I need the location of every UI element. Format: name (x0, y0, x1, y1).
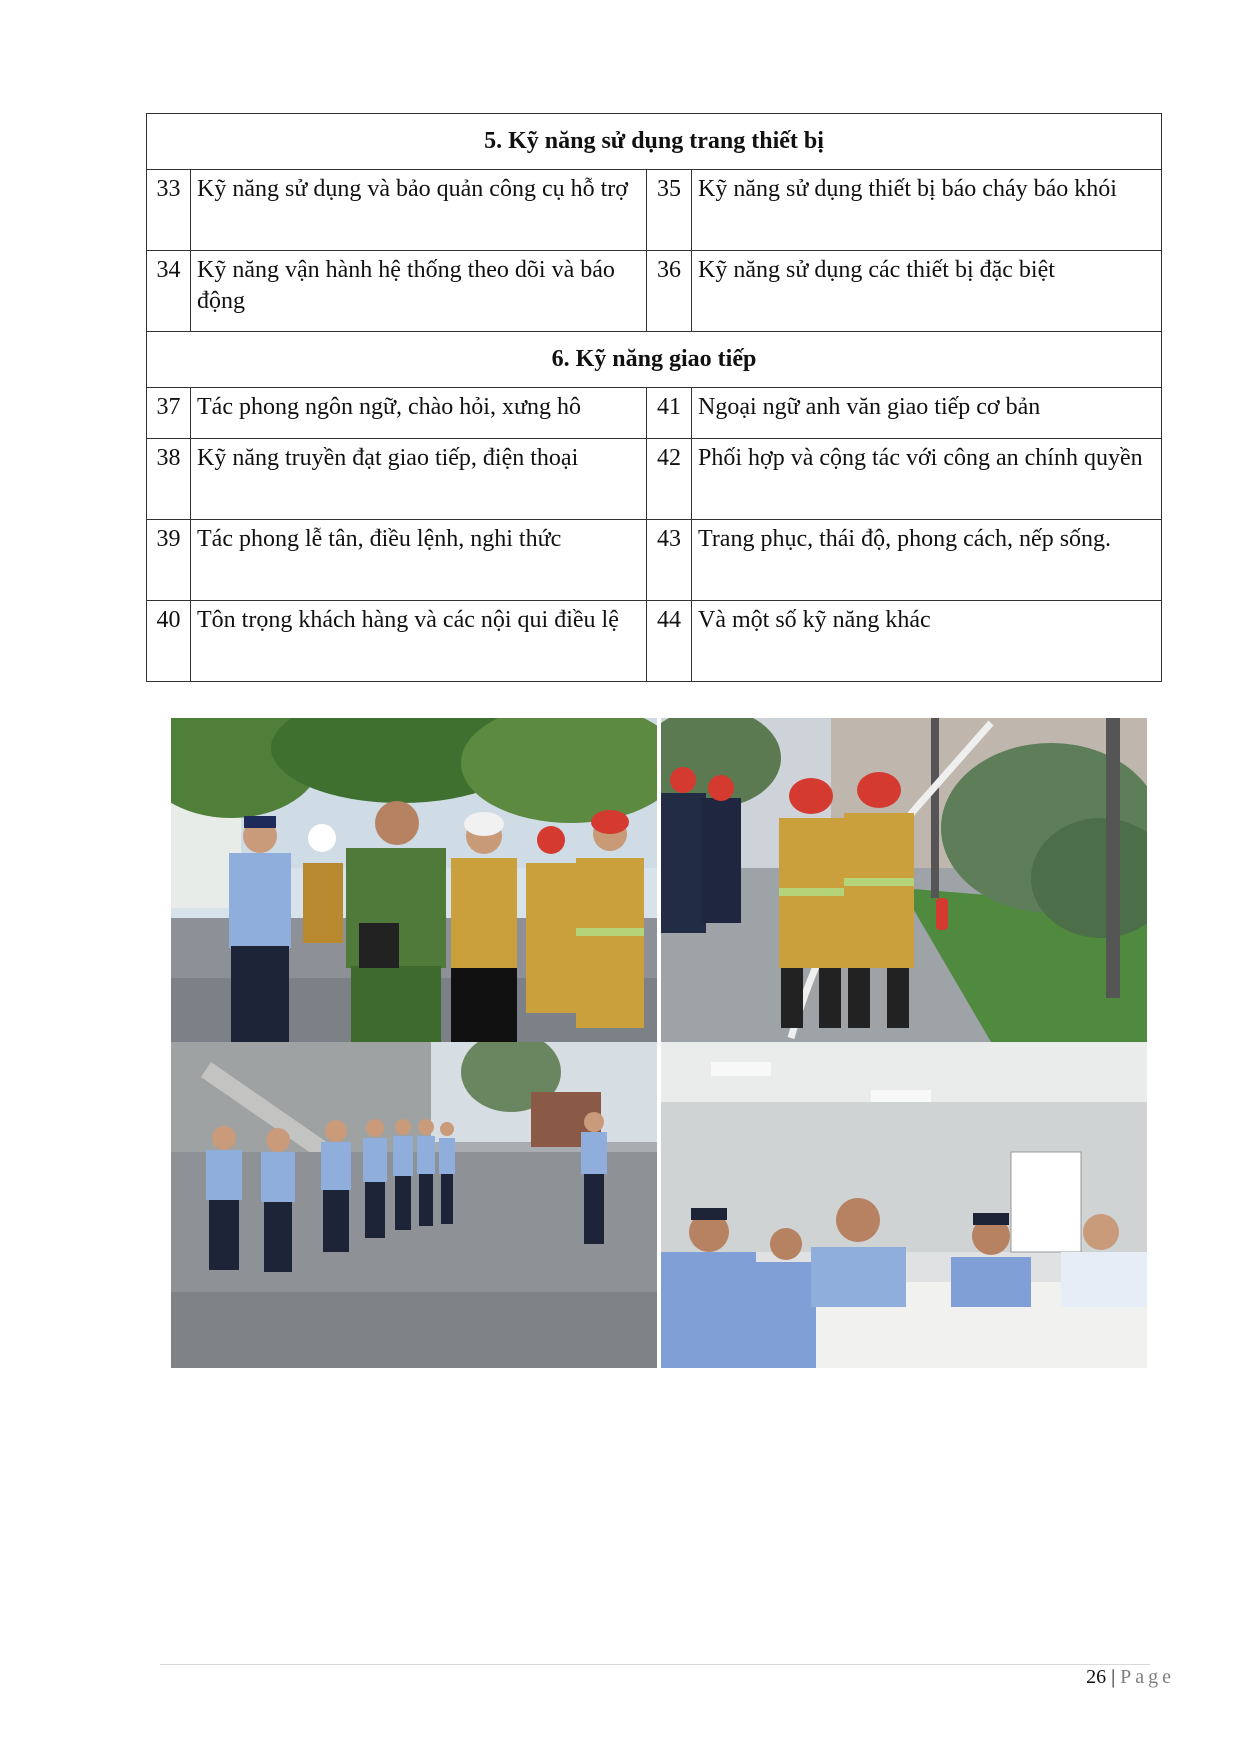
section-heading-row (147, 332, 1162, 388)
photo-firefighters-hose-drill (661, 718, 1147, 1042)
item-number: 41 (647, 388, 692, 439)
item-text: Trang phục, thái độ, phong cách, nếp sống. (692, 520, 1162, 601)
item-number: 39 (147, 520, 191, 601)
item-text: Kỹ năng vận hành hệ thống theo dõi và báo động (191, 251, 647, 332)
footer-divider (160, 1664, 1150, 1665)
item-number: 38 (147, 439, 191, 520)
page-footer (1086, 1666, 1175, 1689)
item-number: 35 (647, 170, 692, 251)
table-row (147, 601, 1162, 682)
item-number: 40 (147, 601, 191, 682)
photo-guards-lineup-drill (171, 1042, 657, 1368)
table-row (147, 388, 1162, 439)
photo-guards-meeting-room (661, 1042, 1147, 1368)
item-number: 44 (647, 601, 692, 682)
item-text: Kỹ năng truyền đạt giao tiếp, điện thoại (191, 439, 647, 520)
item-number: 37 (147, 388, 191, 439)
section-heading: 5. Kỹ năng sử dụng trang thiết bị (147, 114, 1162, 170)
photo-guard-firefighters-briefing (171, 718, 657, 1042)
skills-table (146, 113, 1162, 682)
item-text: Ngoại ngữ anh văn giao tiếp cơ bản (692, 388, 1162, 439)
item-text: Kỹ năng sử dụng thiết bị báo cháy báo khói (692, 170, 1162, 251)
item-text: Và một số kỹ năng khác (692, 601, 1162, 682)
section-heading: 6. Kỹ năng giao tiếp (147, 332, 1162, 388)
item-number: 42 (647, 439, 692, 520)
item-text: Kỹ năng sử dụng và bảo quản công cụ hỗ trợ (191, 170, 647, 251)
item-text: Tôn trọng khách hàng và các nội qui điều lệ (191, 601, 647, 682)
table-row (147, 170, 1162, 251)
item-number: 36 (647, 251, 692, 332)
item-text: Tác phong lễ tân, điều lệnh, nghi thức (191, 520, 647, 601)
item-number: 43 (647, 520, 692, 601)
page-word: Page (1120, 1666, 1175, 1688)
item-number: 33 (147, 170, 191, 251)
section-heading-row (147, 114, 1162, 170)
table-row (147, 251, 1162, 332)
photo-collage (171, 718, 1147, 1368)
item-text: Kỹ năng sử dụng các thiết bị đặc biệt (692, 251, 1162, 332)
table-row (147, 439, 1162, 520)
item-text: Phối hợp và cộng tác với công an chính quyền (692, 439, 1162, 520)
item-text: Tác phong ngôn ngữ, chào hỏi, xưng hô (191, 388, 647, 439)
item-number: 34 (147, 251, 191, 332)
page-number: 26 (1086, 1666, 1107, 1688)
page-separator: | (1111, 1666, 1116, 1688)
table-row (147, 520, 1162, 601)
